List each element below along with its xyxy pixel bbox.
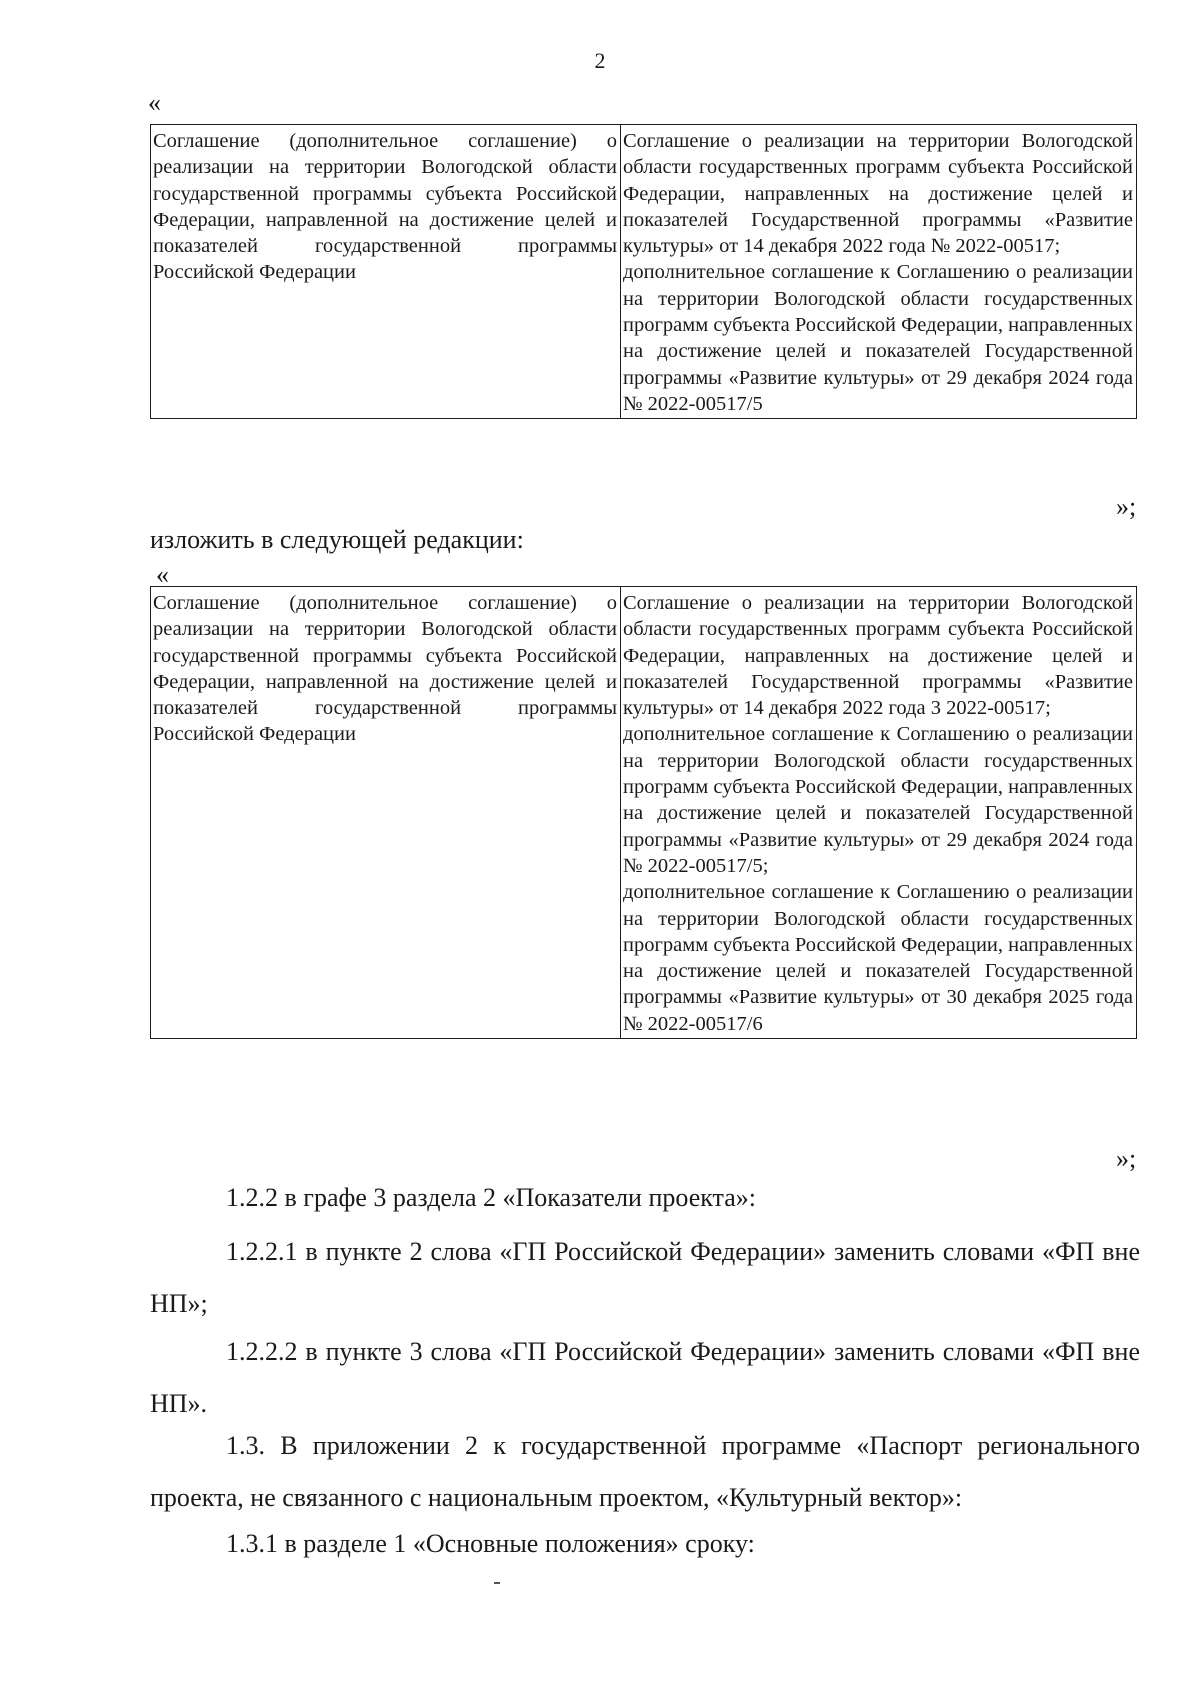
paragraph-1-2-2-2: 1.2.2.2 в пункте 3 слова «ГП Российской Федерации» заменить словами «ФП вне НП». <box>150 1337 1140 1418</box>
table-row <box>151 587 1137 1039</box>
table-cell-label: Соглашение (дополнительное соглашение) о реализации на территории Вологодской области государственной программы субъекта Российской Федерации, направленной на достижение целей и показателей государственной программы Российской Федерации <box>151 125 621 419</box>
agreement-entry: Соглашение о реализации на территории Вологодской области государственных программ субъекта Российской Федерации, направленных на достижение целей и показателей Государственной программы «Развитие культуры» от 14 декабря 2022 года 3 2022-00517; <box>623 592 1133 720</box>
paragraph-1-3-1: 1.3.1 в разделе 1 «Основные положения» сроку: <box>226 1529 755 1558</box>
page-number: 2 <box>594 48 606 73</box>
amendment-instruction: изложить в следующей редакции: <box>150 525 524 554</box>
paragraph-1-2-2-1: 1.2.2.1 в пункте 2 слова «ГП Российской Федерации» заменить словами «ФП вне НП»; <box>150 1237 1140 1318</box>
table-cell-label: Соглашение (дополнительное соглашение) о реализации на территории Вологодской области государственной программы субъекта Российской Федерации, направленной на достижение целей и показателей государственной программы Российской Федерации <box>151 587 621 1039</box>
closing-quote-mark: »; <box>1116 492 1137 521</box>
table-cell-agreements <box>621 587 1137 1039</box>
agreement-table-current <box>150 124 1137 419</box>
opening-quote-mark: « <box>156 560 169 589</box>
opening-quote-mark: « <box>148 88 161 117</box>
scan-mark <box>494 1582 500 1584</box>
paragraph-1-3: 1.3. В приложении 2 к государственной программе «Паспорт регионального проекта, не связанного с национальным проектом, «Культурный вектор»: <box>150 1431 1140 1512</box>
agreement-entry: дополнительное соглашение к Соглашению о реализации на территории Вологодской области государственных программ субъекта Российской Федерации, направленных на достижение целей и показателей Государственной программы «Развитие культуры» от 29 декабря 2024 года № 2022-00517/5 <box>623 261 1133 415</box>
agreement-table-new <box>150 586 1137 1039</box>
agreement-entry: Соглашение о реализации на территории Вологодской области государственных программ субъекта Российской Федерации, направленных на достижение целей и показателей Государственной программы «Развитие культуры» от 14 декабря 2022 года № 2022-00517; <box>623 130 1133 258</box>
closing-quote-mark: »; <box>1116 1144 1137 1173</box>
paragraph-1-2-2: 1.2.2 в графе 3 раздела 2 «Показатели проекта»: <box>226 1183 756 1212</box>
table-row <box>151 125 1137 419</box>
agreement-entry: дополнительное соглашение к Соглашению о реализации на территории Вологодской области государственных программ субъекта Российской Федерации, направленных на достижение целей и показателей Государственной программы «Развитие культуры» от 30 декабря 2025 года № 2022-00517/6 <box>623 881 1133 1035</box>
table-cell-agreements <box>621 125 1137 419</box>
agreement-entry: дополнительное соглашение к Соглашению о реализации на территории Вологодской области государственных программ субъекта Российской Федерации, направленных на достижение целей и показателей Государственной программы «Развитие культуры» от 29 декабря 2024 года № 2022-00517/5; <box>623 723 1133 877</box>
